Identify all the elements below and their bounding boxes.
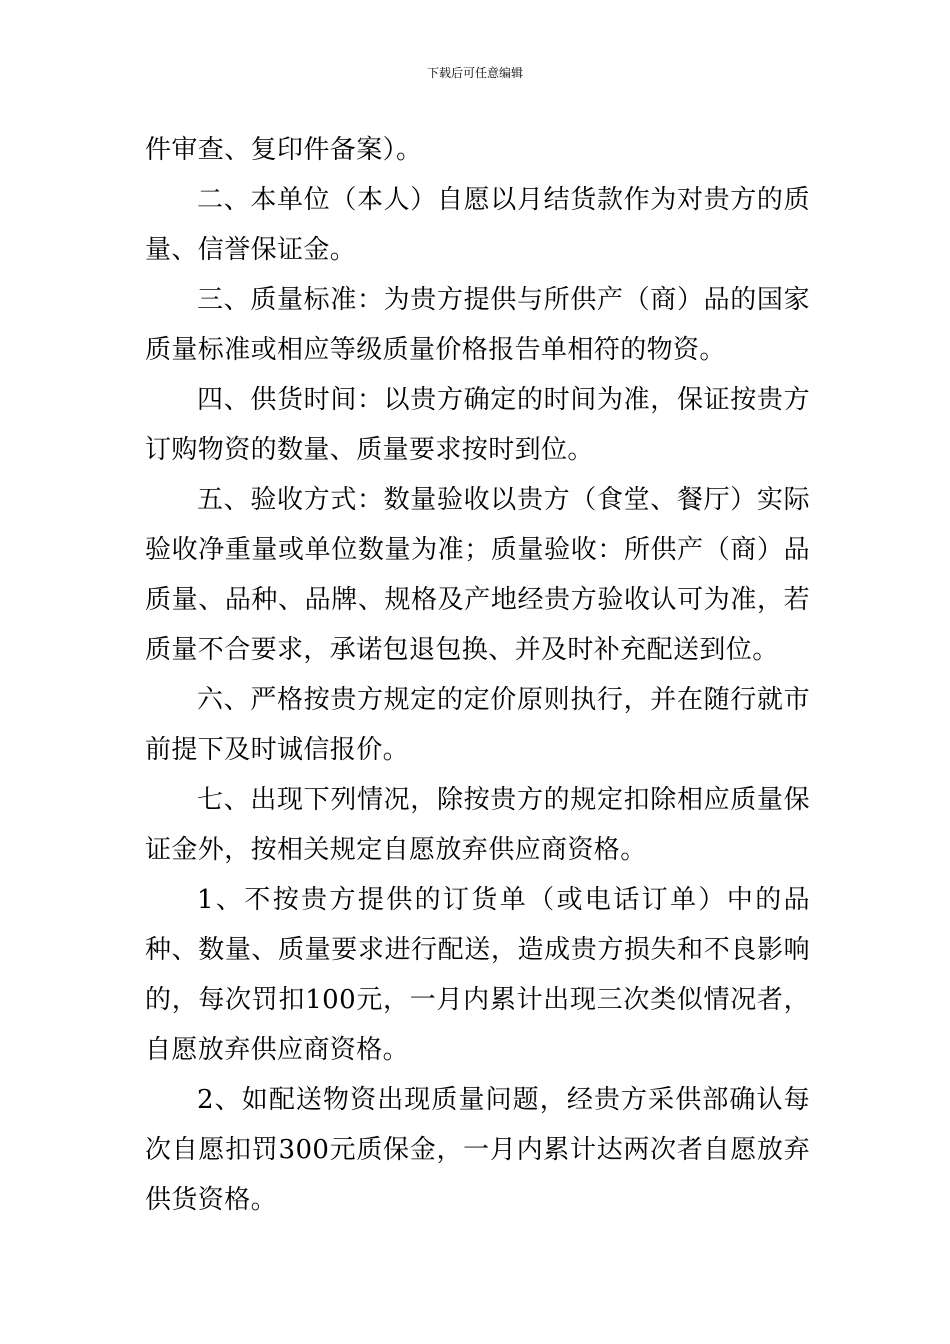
paragraph-clause-7: 七、出现下列情况，除按贵方的规定扣除相应质量保证金外，按相关规定自愿放弃供应商资格。 <box>145 785 810 865</box>
paragraph-item-2: 2、如配送物资出现质量问题，经贵方采供部确认每次自愿扣罚300元质保金，一月内累计达两次者自愿放弃供货资格。 <box>145 1085 810 1215</box>
paragraph-clause-4: 四、供货时间：以贵方确定的时间为准，保证按贵方订购物资的数量、质量要求按时到位。 <box>145 385 810 465</box>
page-header: 下载后可任意编辑 <box>426 66 523 80</box>
paragraph-clause-5: 五、验收方式：数量验收以贵方（食堂、餐厅）实际验收净重量或单位数量为准；质量验收：所供产（商）品质量、品种、品牌、规格及产地经贵方验收认可为准，若质量不合要求，承诺包退包换、并及时补充配送到位。 <box>145 485 810 665</box>
paragraph-item-1: 1、不按贵方提供的订货单（或电话订单）中的品种、数量、质量要求进行配送，造成贵方损失和不良影响的，每次罚扣100元，一月内累计出现三次类似情况者，自愿放弃供应商资格。 <box>145 885 810 1065</box>
paragraph-clause-3: 三、质量标准：为贵方提供与所供产（商）品的国家质量标准或相应等级质量价格报告单相符的物资。 <box>145 285 810 365</box>
document-body <box>145 125 810 1225</box>
paragraph-continuation: 件审查、复印件备案）。 <box>145 135 423 165</box>
paragraph-clause-6: 六、严格按贵方规定的定价原则执行，并在随行就市前提下及时诚信报价。 <box>145 685 810 765</box>
paragraph-clause-2: 二、本单位（本人）自愿以月结货款作为对贵方的质量、信誉保证金。 <box>145 185 810 265</box>
